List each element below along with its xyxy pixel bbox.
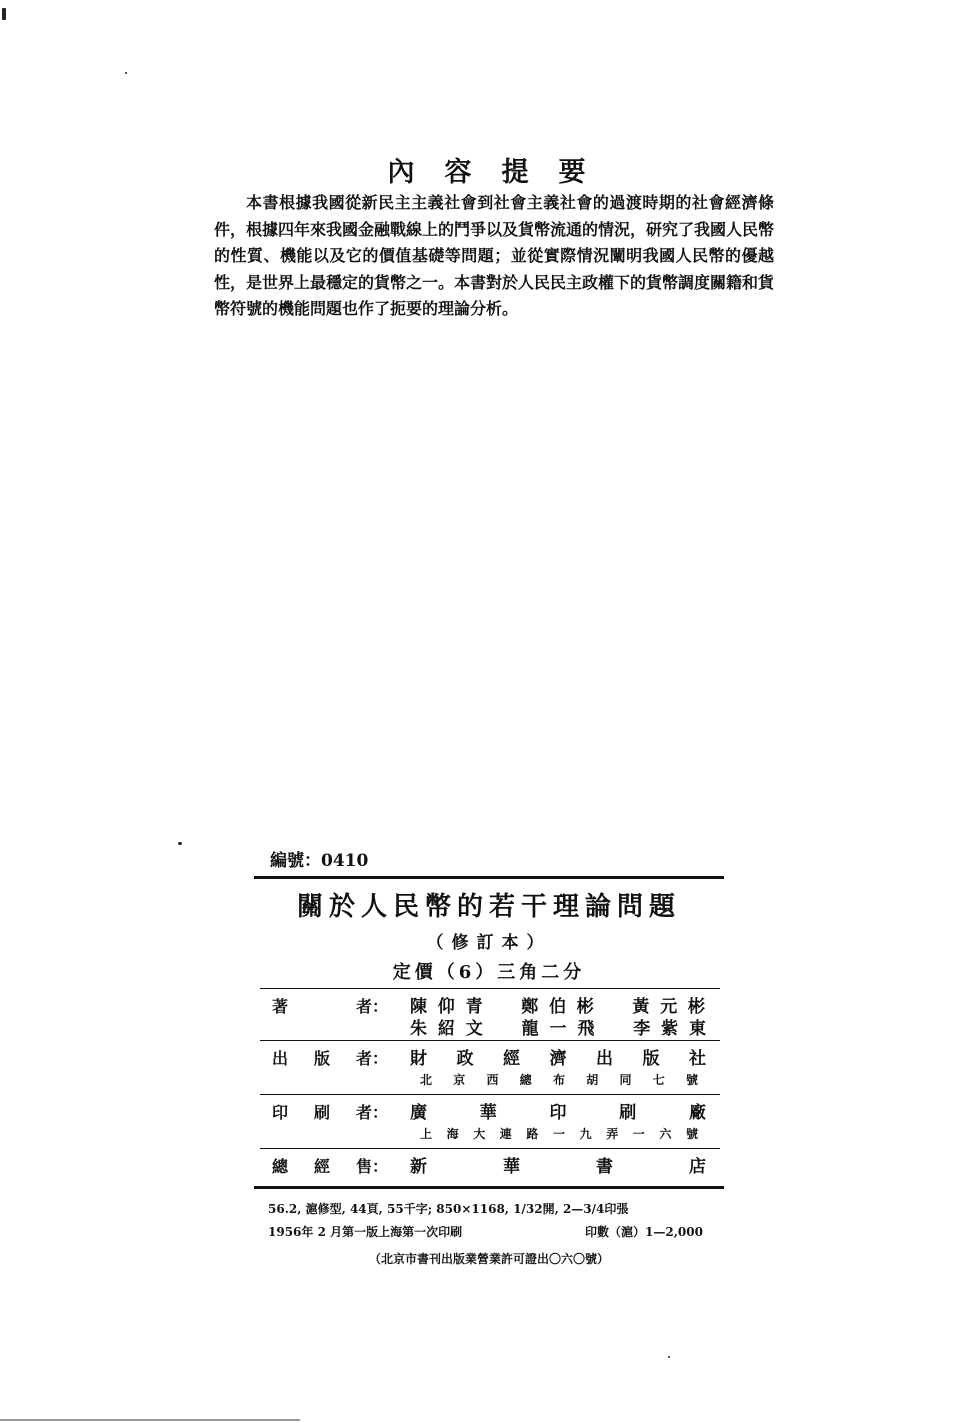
scan-speck	[668, 1356, 670, 1358]
printer-colon: ：	[372, 1103, 389, 1122]
authors-line-1: 陳仰青 鄭伯彬 黃元彬	[410, 997, 706, 1017]
specs-line-2-right: 印數（滬）1—2,000	[585, 1225, 703, 1239]
publisher-colon: ：	[372, 1049, 389, 1068]
divider	[260, 1040, 720, 1041]
authors-colon: ：	[372, 997, 389, 1016]
printer-name: 廣華印刷廠	[410, 1103, 706, 1123]
divider	[260, 988, 720, 989]
scan-edge	[0, 1419, 300, 1421]
price-label: 定價（6）三角二分	[392, 962, 586, 983]
specs-line-1: 56.2, 滬修型, 44頁, 55千字; 850×1168, 1/32開, 2—3/4印張	[268, 1202, 629, 1216]
scan-speck	[125, 72, 127, 74]
authors-line-2: 朱紹文 龍一飛 李紫東	[410, 1019, 706, 1039]
summary-body: 本書根據我國從新民主主義社會到社會主義社會的過渡時期的社會經濟條件，根據四年來我國金融戰線上的鬥爭以及貨幣流通的情況，研究了我國人民幣的性質、機能以及它的價值基礎等問題；並從實際情況闡明我國人民幣的優越性，是世界上最穩定的貨幣之一。本書對於人民民主政權下的貨幣調度關籍和貨幣符號的機能問題也作了扼要的理論分析。	[214, 193, 775, 318]
catalog-code: 編號：0410	[270, 851, 369, 871]
authors-label: 著者	[272, 997, 372, 1016]
distributor-name: 新華書店	[410, 1157, 706, 1177]
divider	[260, 1148, 720, 1149]
printer-address: 上海大連路一九弄一六號	[420, 1127, 698, 1141]
bottom-rule	[254, 1186, 724, 1189]
top-rule	[254, 876, 724, 879]
book-title: 關於人民幣的若干理論問題	[296, 892, 681, 922]
summary-title: 內容提要	[387, 157, 616, 188]
edition-label: （修訂本）	[426, 933, 552, 953]
publisher-address: 北京西總布胡同七號	[420, 1073, 698, 1087]
publisher-name: 財政經濟出版社	[410, 1049, 706, 1069]
license-note: （北京市書刊出版業營業許可證出〇六〇號）	[368, 1252, 609, 1266]
printer-label: 印刷者	[272, 1103, 372, 1122]
publisher-label: 出版者	[272, 1049, 372, 1068]
scan-speck	[2, 8, 6, 20]
divider	[260, 1094, 720, 1095]
scan-speck	[178, 842, 182, 845]
distributor-colon: ：	[372, 1157, 389, 1176]
specs-line-2-left: 1956年 2 月第一版上海第一次印刷	[268, 1225, 463, 1239]
distributor-label: 總經售	[272, 1157, 372, 1176]
